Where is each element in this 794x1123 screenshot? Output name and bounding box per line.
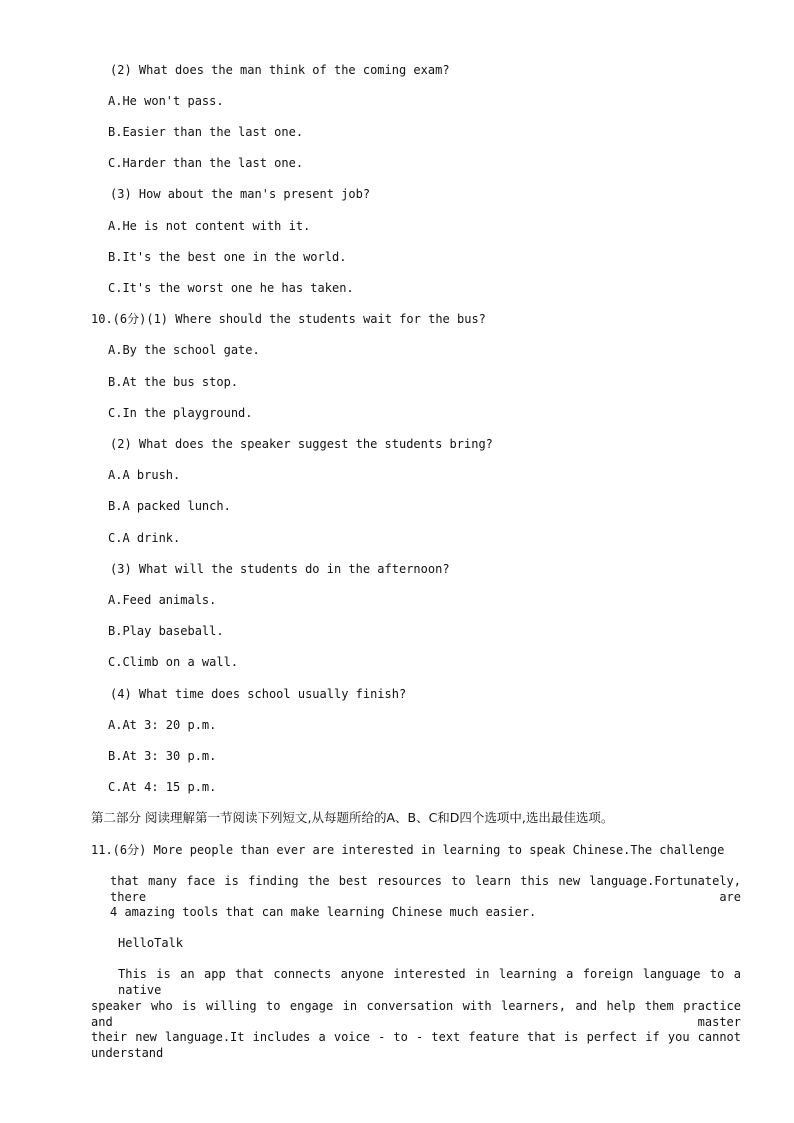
q10-sub1-option-a: A.By the school gate. [108, 343, 260, 357]
q11-subheading-hellotalk: HelloTalk [118, 936, 184, 950]
q11-hellotalk-line-3: their new language.It includes a voice - to - text feature that is perfect if you cannot understand [91, 1030, 741, 1060]
q10-sub1-option-c: C.In the playground. [108, 406, 253, 420]
q9-sub2-option-c: C.Harder than the last one. [108, 156, 304, 170]
q9-sub2-stem: (2) What does the man think of the coming exam? [110, 63, 450, 77]
q10-sub3-option-a: A.Feed animals. [108, 593, 217, 607]
q10-sub2-option-b: B.A packed lunch. [108, 499, 231, 513]
q10-sub4-stem: (4) What time does school usually finish? [110, 687, 407, 701]
q10-sub3-stem: (3) What will the students do in the afternoon? [110, 562, 450, 576]
q9-sub2-option-a: A.He won't pass. [108, 94, 224, 108]
q9-sub3-option-b: B.It's the best one in the world. [108, 250, 347, 264]
q9-sub3-option-c: C.It's the worst one he has taken. [108, 281, 354, 295]
q10-sub2-option-a: A.A brush. [108, 468, 181, 482]
q11-hellotalk-line-2: speaker who is willing to engage in conversation with learners, and help them practice and master [91, 999, 741, 1029]
q11-passage-line-3: 4 amazing tools that can make learning Chinese much easier. [110, 905, 537, 919]
q11-passage-line-1: 11.(6分) More people than ever are interested in learning to speak Chinese.The challenge [91, 843, 725, 857]
q10-sub4-option-b: B.At 3: 30 p.m. [108, 749, 217, 763]
q10-sub2-stem: (2) What does the speaker suggest the students bring? [110, 437, 493, 451]
q10-sub4-option-a: A.At 3: 20 p.m. [108, 718, 217, 732]
q10-sub1-option-b: B.At the bus stop. [108, 375, 239, 389]
q11-passage-line-2: that many face is finding the best resources to learn this new language.Fortunately, there are [110, 874, 741, 904]
q10-sub2-option-c: C.A drink. [108, 531, 181, 545]
q10-sub4-option-c: C.At 4: 15 p.m. [108, 780, 217, 794]
q9-sub3-option-a: A.He is not content with it. [108, 219, 311, 233]
q9-sub3-stem: (3) How about the man's present job? [110, 187, 371, 201]
section2-heading: 第二部分 阅读理解第一节阅读下列短文,从每题所给的A、B、C和D四个选项中,选出最佳选项。 [91, 810, 614, 825]
q10-sub3-option-c: C.Climb on a wall. [108, 655, 239, 669]
q9-sub2-option-b: B.Easier than the last one. [108, 125, 304, 139]
q10-sub3-option-b: B.Play baseball. [108, 624, 224, 638]
q11-hellotalk-line-1: This is an app that connects anyone interested in learning a foreign language to a native [118, 967, 741, 997]
q10-header: 10.(6分)(1) Where should the students wait for the bus? [91, 312, 486, 326]
